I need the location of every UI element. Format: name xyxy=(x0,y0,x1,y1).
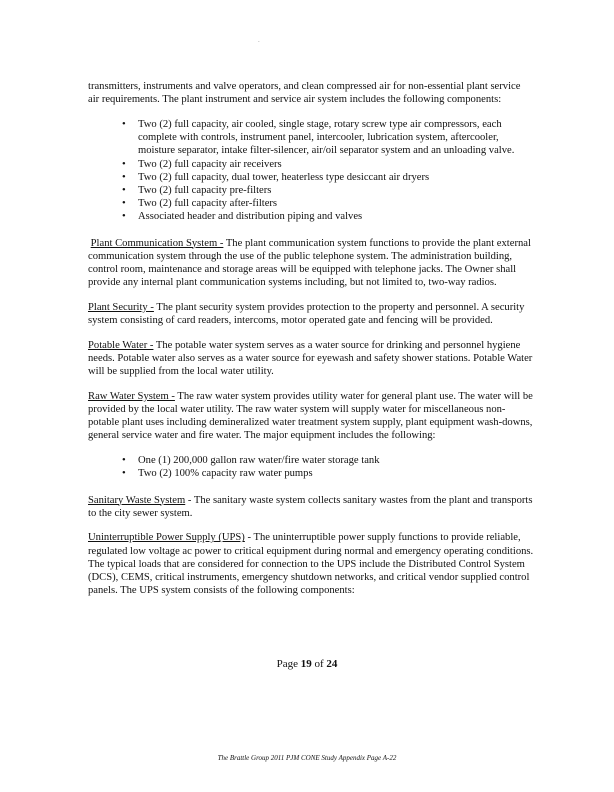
list-item: • Two (2) 100% capacity raw water pumps xyxy=(138,467,534,480)
sanitary-paragraph xyxy=(88,494,534,520)
list-item: • Two (2) full capacity air receivers xyxy=(138,158,534,171)
page-body xyxy=(88,80,534,609)
raw-water-heading: Raw Water System - xyxy=(88,390,175,402)
security-heading: Plant Security - xyxy=(88,301,154,313)
page-current: 19 xyxy=(300,658,312,670)
list-item: • Two (2) full capacity pre-filters xyxy=(138,184,534,197)
raw-water-list xyxy=(88,454,534,480)
list-item: • One (1) 200,000 gallon raw water/fire water storage tank xyxy=(138,454,534,467)
security-paragraph xyxy=(88,301,534,327)
page-total: 24 xyxy=(326,658,338,670)
list-item: • Two (2) full capacity after-filters xyxy=(138,197,534,210)
ups-text: - The uninterruptible power supply functions to provide reliable, regulated low voltage ac power to critical equipment during normal and emergency operating conditions. The typical loads that are considered for connection to the UPS include the Distributed Control System (DCS), CEMS, critical instruments, emergency shutdown networks, and critical vendor supplied control panels. The UPS system consists of the following components: xyxy=(88,532,534,597)
raw-water-text: The raw water system provides utility water for general plant use. The water will be provided by the local water utility. The raw water system will supply water for miscellaneous non-potable plant uses including demineralized water treatment system supply, plant equipment wash-downs, general service water and fire water. The major equipment includes the following: xyxy=(88,390,533,442)
list-item: • Two (2) full capacity, air cooled, single stage, rotary screw type air compressors, each complete with controls, instrument panel, intercooler, lubrication system, aftercooler, moisture separator, intake filter-silencer, air/oil separator system and an unloading valve. xyxy=(138,118,534,158)
communication-text: The plant communication system functions to provide the plant external communication system through the use of the public telephone system. The administration building, control room, maintenance and storage areas will be equipped with telephone jacks. The Owner shall provide any internal plant communication systems including, but not limited to, two-way radios. xyxy=(88,237,531,289)
security-text: The plant security system provides protection to the property and personnel. A security system consisting of card readers, intercoms, motor operated gate and fencing will be provided. xyxy=(88,301,525,327)
appendix-citation: The Brattle Group 2011 PJM CONE Study Appendix Page A-22 xyxy=(217,754,397,762)
raw-water-paragraph xyxy=(88,390,534,443)
potable-heading: Potable Water - xyxy=(88,339,154,351)
top-mark: . xyxy=(258,36,260,44)
list-item: • Associated header and distribution piping and valves xyxy=(138,210,534,223)
page-label: Page xyxy=(276,658,301,670)
sanitary-heading: Sanitary Waste System xyxy=(88,494,186,506)
ups-heading: Uninterruptible Power Supply (UPS) xyxy=(88,532,245,544)
page-of-label: of xyxy=(311,658,327,670)
list-item: • Two (2) full capacity, dual tower, heaterless type desiccant air dryers xyxy=(138,171,534,184)
page-number xyxy=(0,658,614,670)
ups-paragraph xyxy=(88,531,534,597)
air-system-list xyxy=(88,118,534,224)
intro-paragraph: transmitters, instruments and valve operators, and clean compressed air for non-essential plant service air requirements. The plant instrument and service air system includes the following components: xyxy=(88,81,521,106)
potable-paragraph xyxy=(88,339,534,379)
communication-heading: Plant Communication System - xyxy=(90,237,224,249)
sanitary-text: - The sanitary waste system collects sanitary wastes from the plant and transports to the city sewer system. xyxy=(88,494,533,519)
communication-paragraph xyxy=(88,237,534,290)
potable-text: The potable water system serves as a water source for drinking and personnel hygiene needs. Potable water also serves as a water source for eyewash and safety shower stations. Potable Water will be supplied from the local water utility. xyxy=(88,339,533,378)
